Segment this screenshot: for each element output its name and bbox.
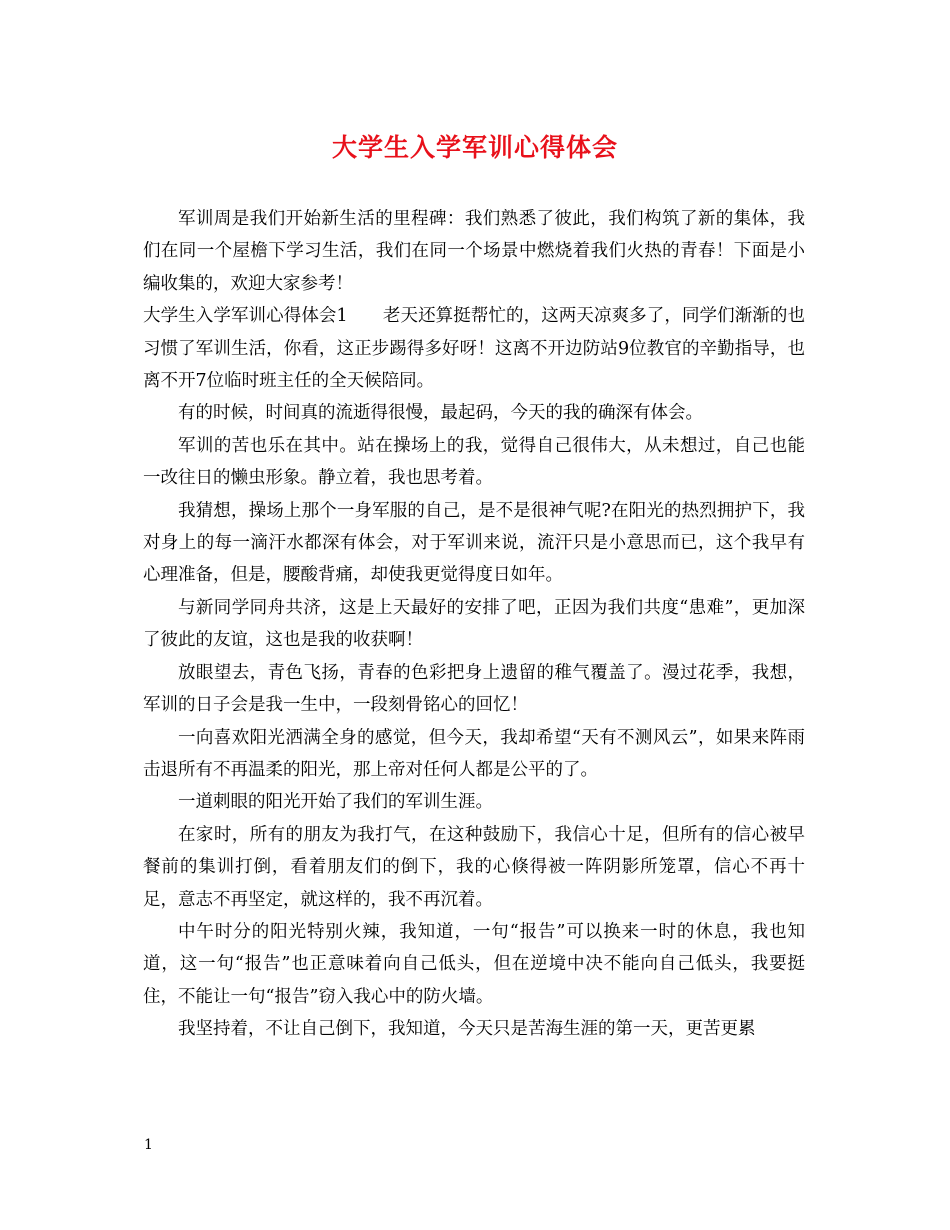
paragraph: 一向喜欢阳光洒满全身的感觉，但今天，我却希望“天有不测风云”，如果来阵雨击退所有不再温柔的阳光，那上帝对任何人都是公平的了。 [143, 727, 805, 780]
paragraph: 在家时，所有的朋友为我打气，在这种鼓励下，我信心十足，但所有的信心被早餐前的集训打倒，看着朋友们的倒下，我的心倏得被一阵阴影所笼罩，信心不再十足，意志不再坚定，就这样的，我不再沉着。 [143, 824, 805, 910]
paragraph: 有的时候，时间真的流逝得很慢，最起码，今天的我的确深有体会。 [178, 403, 703, 424]
document-body [143, 203, 805, 1046]
paragraph: 与新同学同舟共济，这是上天最好的安排了吧，正因为我们共度“患难”，更加深了彼此的友谊，这也是我的收获啊！ [143, 597, 805, 651]
paragraph: 放眼望去，青色飞扬，青春的色彩把身上遗留的稚气覆盖了。漫过花季，我想，军训的日子会是我一生中，一段刻骨铭心的回忆！ [143, 662, 805, 716]
document-title: 大学生入学军训心得体会 [331, 133, 618, 162]
paragraph: 我猜想，操场上那个一身军服的自己，是不是很神气呢?在阳光的热烈拥护下，我对身上的每一滴汗水都深有体会，对于军训来说，流汗只是小意思而已，这个我早有心理准备，但是，腰酸背痛，却使我更觉得度日如年。 [143, 500, 805, 586]
page-number: 1 [144, 1137, 153, 1153]
paragraph: 中午时分的阳光特别火辣，我知道，一句“报告”可以换来一时的休息，我也知道，这一句“报告”也正意味着向自己低头，但在逆境中决不能向自己低头，我要挺住，不能让一句“报告”窃入我心中的防火墙。 [143, 921, 805, 1007]
paragraph: 大学生入学军训心得体会1 老天还算挺帮忙的，这两天凉爽多了，同学们渐渐的也习惯了军训生活，你看，这正步踢得多好呀！这离不开边防站9位教官的辛勤指导，也离不开7位临时班主任的全天候陪同。 [143, 306, 805, 392]
paragraph: 我坚持着，不让自己倒下，我知道，今天只是苦海生涯的第一天，更苦更累 [178, 1019, 756, 1040]
paragraph: 一道刺眼的阳光开始了我们的军训生涯。 [178, 792, 493, 813]
paragraph: 军训周是我们开始新生活的里程碑：我们熟悉了彼此，我们构筑了新的集体，我们在同一个屋檐下学习生活，我们在同一个场景中燃烧着我们火热的青春！下面是小编收集的，欢迎大家参考！ [143, 209, 805, 294]
paragraph: 军训的苦也乐在其中。站在操场上的我，觉得自己很伟大，从未想过，自己也能一改往日的懒虫形象。静立着，我也思考着。 [143, 435, 805, 489]
